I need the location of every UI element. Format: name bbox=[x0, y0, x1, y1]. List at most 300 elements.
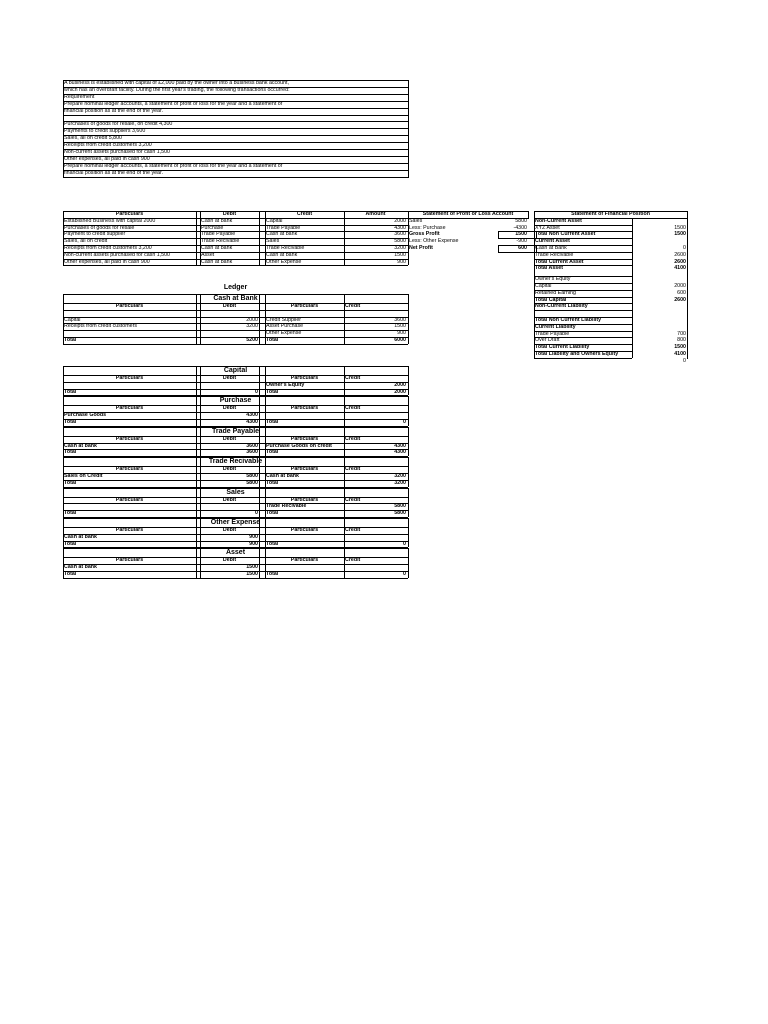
ledger-cell: 3600 bbox=[246, 442, 258, 449]
ledger-cell bbox=[344, 534, 407, 541]
ledger-header: Debit bbox=[222, 466, 237, 473]
ledger-cell: Total bbox=[266, 571, 279, 577]
journal-cell: Payment to credit supplier bbox=[64, 231, 126, 238]
grid-line bbox=[63, 149, 408, 150]
grid-line bbox=[200, 366, 201, 395]
sfp-label: Total Non Current Liability bbox=[535, 317, 602, 323]
grid-line bbox=[534, 290, 632, 291]
sfp-value bbox=[632, 324, 687, 331]
journal-cell: Non-current assets purchased for cash 1,500 bbox=[64, 251, 170, 258]
intro-line: Requirement bbox=[64, 93, 95, 100]
grid-line bbox=[63, 330, 408, 331]
grid-line bbox=[259, 518, 260, 547]
ledger-cell: Total bbox=[64, 510, 77, 517]
journal-cell: Other Expense bbox=[266, 258, 302, 265]
grid-line bbox=[200, 518, 201, 547]
ledger-cell: 1500 bbox=[394, 323, 406, 330]
sfp-label: Cash at Bank bbox=[535, 245, 567, 251]
pl-label: Less: Purchase bbox=[409, 224, 446, 231]
grid-line bbox=[200, 457, 201, 486]
grid-line bbox=[63, 449, 408, 450]
ledger-cell: 5200 bbox=[246, 337, 258, 343]
grid-line bbox=[265, 366, 266, 395]
intro-line: Non-current assets purchased for cash 1,500 bbox=[64, 149, 170, 155]
grid-line bbox=[196, 366, 197, 395]
grid-line bbox=[344, 211, 345, 265]
intro-line: A business is established with capital of £2,000 paid by the owner into a business bank account, bbox=[64, 80, 289, 86]
grid-line bbox=[63, 225, 408, 226]
ledger-account-title: Trade Recivable bbox=[208, 458, 263, 466]
ledger-header: Debit bbox=[222, 435, 237, 442]
ledger-header: Debit bbox=[222, 527, 237, 533]
sfp-label: Non-Current Asset bbox=[535, 217, 582, 224]
intro-line: Prepare nominal ledger accounts, a statement of profit or loss for the year and a statement of bbox=[64, 100, 283, 107]
ledger-cell: Cash at bank bbox=[266, 473, 299, 479]
ledger-cell: 3200 bbox=[394, 479, 406, 486]
journal-cell: 5800 bbox=[394, 238, 406, 245]
ledger-cell: Total bbox=[64, 419, 77, 425]
grid-line bbox=[63, 265, 408, 266]
grid-line bbox=[534, 231, 632, 232]
journal-cell: Cash at bank bbox=[266, 231, 298, 238]
ledger-cell: 3600 bbox=[246, 449, 258, 456]
grid-line bbox=[259, 396, 260, 425]
journal-cell: Trade Payable bbox=[266, 224, 301, 231]
grid-line bbox=[63, 128, 408, 129]
journal-header: Amount bbox=[365, 211, 386, 217]
grid-line bbox=[196, 457, 197, 486]
grid-line bbox=[408, 427, 409, 456]
sfp-value: 1500 bbox=[674, 224, 686, 231]
grid-line bbox=[63, 238, 408, 239]
journal-cell: Cash at bank bbox=[201, 217, 233, 224]
ledger-cell: Capital bbox=[64, 316, 81, 323]
ledger-cell: Total bbox=[266, 337, 279, 343]
journal-cell: Trade Recivable bbox=[201, 238, 240, 245]
grid-line bbox=[344, 457, 345, 486]
pl-label: Sales bbox=[409, 217, 423, 224]
grid-line bbox=[63, 218, 408, 219]
grid-line bbox=[63, 294, 64, 344]
pl-value: -4300 bbox=[513, 224, 527, 231]
grid-line bbox=[63, 518, 408, 519]
grid-line bbox=[408, 218, 528, 219]
grid-line bbox=[259, 366, 260, 395]
grid-line bbox=[196, 211, 197, 265]
grid-line bbox=[528, 211, 529, 219]
grid-line bbox=[63, 344, 408, 345]
grid-line bbox=[265, 457, 266, 486]
ledger-cell: 4300 bbox=[394, 442, 406, 449]
ledger-header: Credit bbox=[345, 557, 361, 564]
grid-line bbox=[196, 396, 197, 425]
sfp-value bbox=[632, 303, 687, 310]
journal-cell: Capital bbox=[266, 217, 283, 224]
ledger-cell: Total bbox=[266, 388, 279, 395]
sfp-label: XYZ Asset bbox=[535, 224, 560, 231]
ledger-header: Particulars bbox=[290, 496, 319, 503]
ledger-cell bbox=[265, 534, 344, 541]
grid-line bbox=[534, 218, 535, 358]
ledger-account-title: Capital bbox=[223, 367, 248, 374]
grid-line bbox=[63, 163, 408, 164]
ledger-account-title: Trade Payable bbox=[211, 427, 260, 435]
grid-line bbox=[63, 231, 408, 232]
grid-line bbox=[534, 303, 632, 304]
grid-line bbox=[265, 548, 266, 577]
sfp-label: Total Current Asset bbox=[535, 258, 584, 265]
grid-line bbox=[534, 317, 632, 318]
pl-value: 600 bbox=[518, 245, 527, 251]
ledger-cell bbox=[265, 412, 344, 419]
ledger-cell: 900 bbox=[397, 330, 406, 337]
ledger-cell: Trade Recivable bbox=[266, 503, 307, 510]
ledger-header: Credit bbox=[345, 466, 361, 473]
ledger-account-title: Sales bbox=[226, 488, 245, 496]
intro-line: Payments to credit suppliers 3,600 bbox=[64, 128, 146, 135]
grid-line bbox=[63, 419, 408, 420]
grid-line bbox=[534, 344, 632, 345]
journal-cell: Trade Recivable bbox=[266, 245, 305, 251]
ledger-cell: Total bbox=[266, 479, 279, 486]
grid-line bbox=[200, 488, 201, 517]
grid-line bbox=[534, 310, 632, 311]
grid-line bbox=[200, 211, 201, 265]
ledger-cell: Total bbox=[64, 571, 77, 577]
ledger-header: Particulars bbox=[290, 466, 319, 473]
ledger-cell: Owner's Equity bbox=[266, 381, 305, 388]
grid-line bbox=[63, 87, 408, 88]
grid-line bbox=[63, 564, 408, 565]
ledger-cell: 4300 bbox=[246, 419, 258, 425]
grid-line bbox=[265, 427, 266, 456]
sfp-value: 0 bbox=[683, 245, 686, 251]
ledger-cell bbox=[344, 412, 407, 419]
grid-line bbox=[265, 211, 266, 265]
journal-header: Credit bbox=[296, 211, 313, 217]
ledger-cell bbox=[200, 382, 259, 389]
pl-title: Statement of Profit or Loss Account bbox=[422, 211, 514, 217]
grid-line bbox=[63, 412, 408, 413]
grid-line bbox=[63, 457, 64, 486]
sfp-value bbox=[632, 276, 687, 283]
grid-line bbox=[408, 518, 409, 547]
grid-line bbox=[63, 366, 408, 367]
grid-line bbox=[344, 396, 345, 425]
grid-line bbox=[63, 548, 64, 577]
grid-line bbox=[534, 252, 632, 253]
grid-line bbox=[498, 231, 536, 232]
intro-line bbox=[63, 115, 408, 122]
sfp-value: 2600 bbox=[674, 258, 686, 265]
grid-line bbox=[63, 436, 408, 437]
grid-line bbox=[344, 427, 345, 456]
grid-line bbox=[63, 94, 408, 95]
grid-line bbox=[408, 457, 409, 486]
grid-line bbox=[63, 317, 408, 318]
ledger-cell: 2000 bbox=[394, 381, 406, 388]
ledger-cell: 900 bbox=[249, 540, 258, 547]
ledger-header: Debit bbox=[222, 375, 237, 381]
grid-line bbox=[63, 245, 408, 246]
journal-cell: Cash at bank bbox=[201, 258, 233, 265]
ledger-header: Debit bbox=[222, 557, 237, 564]
grid-line bbox=[63, 142, 408, 143]
grid-line bbox=[63, 211, 64, 265]
grid-line bbox=[534, 331, 632, 332]
pl-value: 1500 bbox=[515, 231, 527, 238]
grid-line bbox=[63, 427, 408, 428]
ledger-cell bbox=[200, 310, 259, 317]
grid-line bbox=[63, 396, 408, 397]
sfp-label: Owner's Equity bbox=[535, 276, 571, 283]
sfp-title: Statement of Financial Position bbox=[571, 211, 650, 217]
grid-line bbox=[196, 294, 197, 344]
grid-line bbox=[498, 238, 536, 239]
pl-label: Net Profit bbox=[409, 245, 433, 251]
ledger-header: Particulars bbox=[115, 303, 144, 309]
ledger-cell bbox=[265, 564, 344, 571]
grid-line bbox=[408, 488, 409, 517]
grid-line bbox=[534, 218, 687, 219]
sfp-value: 700 bbox=[677, 330, 686, 337]
ledger-cell bbox=[344, 310, 407, 317]
journal-cell: 1500 bbox=[394, 251, 406, 258]
grid-line bbox=[632, 218, 633, 358]
grid-line bbox=[534, 324, 632, 325]
grid-line bbox=[63, 80, 64, 177]
ledger-cell bbox=[200, 503, 259, 510]
grid-line bbox=[63, 405, 408, 406]
ledger-header: Credit bbox=[345, 435, 361, 442]
journal-cell: Purchases of goods for resale bbox=[64, 224, 135, 231]
grid-line bbox=[344, 366, 345, 395]
ledger-cell: Total bbox=[64, 449, 77, 456]
ledger-header: Credit bbox=[345, 375, 361, 381]
grid-line bbox=[63, 310, 408, 311]
grid-line bbox=[196, 518, 197, 547]
ledger-header: Particulars bbox=[115, 557, 144, 564]
grid-line bbox=[63, 503, 408, 504]
grid-line bbox=[63, 337, 408, 338]
grid-line bbox=[196, 548, 197, 577]
grid-line bbox=[534, 211, 687, 212]
grid-line bbox=[259, 427, 260, 456]
sfp-label bbox=[534, 310, 632, 317]
sfp-label: Total Capital bbox=[535, 296, 567, 303]
ledger-cell: 6000 bbox=[394, 337, 406, 343]
intro-line: which has an overdraft facility. During the first year's trading, the following transactions occurred: bbox=[64, 86, 290, 93]
grid-line bbox=[498, 245, 499, 252]
ledger-cell: Other Expense bbox=[266, 330, 302, 337]
grid-line bbox=[63, 443, 408, 444]
journal-cell: Trade Payable bbox=[201, 231, 236, 238]
ledger-account-title: Asset bbox=[225, 549, 246, 557]
ledger-header: Debit bbox=[222, 405, 237, 412]
grid-line bbox=[63, 396, 64, 425]
grid-line bbox=[63, 548, 408, 549]
grid-line bbox=[63, 366, 64, 395]
sfp-label: Over Draft bbox=[535, 337, 560, 344]
grid-line bbox=[63, 557, 408, 558]
sfp-label: Retained Earning bbox=[535, 289, 576, 296]
grid-line bbox=[63, 518, 64, 547]
ledger-cell: Total bbox=[266, 419, 279, 425]
ledger-cell: 5800 bbox=[246, 473, 258, 479]
grid-line bbox=[534, 358, 632, 359]
sfp-label: Total Non Current Asset bbox=[535, 231, 596, 238]
sfp-label: Total Liability and Owners Equity bbox=[535, 351, 619, 357]
ledger-header: Particulars bbox=[290, 435, 319, 442]
grid-line bbox=[63, 121, 408, 122]
grid-line bbox=[408, 294, 409, 344]
grid-line bbox=[534, 337, 632, 338]
ledger-cell: Total bbox=[266, 540, 279, 547]
grid-line bbox=[63, 294, 408, 295]
grid-line bbox=[498, 245, 536, 246]
journal-cell: 900 bbox=[397, 258, 406, 265]
journal-cell: Sales, all on credit bbox=[64, 238, 108, 245]
intro-line: Other expenses, all paid in cash 900 bbox=[64, 155, 150, 162]
ledger-header: Credit bbox=[345, 527, 361, 533]
grid-line bbox=[344, 548, 345, 577]
ledger-cell: 4300 bbox=[246, 412, 258, 419]
grid-line bbox=[408, 396, 409, 425]
grid-line bbox=[200, 548, 201, 577]
grid-line bbox=[534, 351, 632, 352]
ledger-cell: 1500 bbox=[246, 564, 258, 571]
intro-line: Sales, all on credit 5,800 bbox=[64, 135, 123, 142]
ledger-cell: 5800 bbox=[246, 479, 258, 486]
ledger-account-title: Purchase bbox=[219, 397, 252, 405]
grid-line bbox=[63, 259, 408, 260]
ledger-cell: 1500 bbox=[246, 571, 258, 577]
ledger-header: Debit bbox=[222, 496, 237, 503]
journal-cell: Receipts from credit customers 3,200 bbox=[64, 245, 152, 251]
grid-line bbox=[200, 427, 201, 456]
ledger-cell: 0 bbox=[403, 540, 406, 547]
balance-check: 0 bbox=[683, 357, 686, 364]
ledger-cell: Purchase Goods on credit bbox=[266, 442, 332, 449]
intro-line: financial position as at the end of the year. bbox=[64, 169, 163, 176]
journal-cell: Other expenses, all paid in cash 900 bbox=[64, 258, 150, 265]
ledger-cell: 5800 bbox=[394, 510, 406, 517]
journal-cell: Cash at bank bbox=[266, 251, 298, 258]
grid-line bbox=[534, 225, 632, 226]
sfp-label: Non-Current Liability bbox=[535, 303, 588, 310]
grid-line bbox=[534, 245, 632, 246]
ledger-header: Particulars bbox=[115, 375, 144, 381]
grid-line bbox=[63, 510, 408, 511]
pl-label: Less: Other Expense bbox=[409, 238, 459, 245]
pl-value: 5800 bbox=[515, 217, 527, 224]
journal-cell: 2000 bbox=[394, 217, 406, 224]
journal-cell: 3200 bbox=[394, 245, 406, 251]
ledger-cell: 0 bbox=[255, 510, 258, 517]
sfp-value bbox=[632, 238, 687, 245]
grid-line bbox=[63, 497, 408, 498]
grid-line bbox=[63, 534, 408, 535]
ledger-cell: Sales on Credit bbox=[64, 473, 103, 479]
grid-line bbox=[265, 294, 266, 344]
grid-line bbox=[408, 80, 409, 178]
grid-line bbox=[344, 518, 345, 547]
ledger-cell: 5800 bbox=[394, 503, 406, 510]
ledger-header: Particulars bbox=[115, 435, 144, 442]
grid-line bbox=[63, 382, 408, 383]
ledger-header: Particulars bbox=[290, 527, 319, 533]
intro-line: financial position as at the end of the year. bbox=[64, 107, 163, 114]
grid-line bbox=[196, 488, 197, 517]
grid-line bbox=[63, 108, 408, 109]
grid-line bbox=[534, 283, 632, 284]
grid-line bbox=[344, 294, 345, 344]
grid-line bbox=[63, 303, 408, 304]
grid-line bbox=[63, 80, 408, 81]
ledger-cell: 0 bbox=[403, 571, 406, 577]
ledger-cell: 3200 bbox=[246, 323, 258, 330]
grid-line bbox=[259, 457, 260, 486]
sfp-value bbox=[632, 317, 687, 324]
sfp-label: Capital bbox=[535, 283, 552, 289]
ledger-cell: Total bbox=[64, 337, 77, 343]
grid-line bbox=[63, 156, 408, 157]
journal-cell: 4300 bbox=[394, 224, 406, 231]
grid-line bbox=[534, 238, 632, 239]
journal-cell: Asset bbox=[201, 251, 215, 258]
grid-line bbox=[63, 135, 408, 136]
grid-line bbox=[63, 177, 408, 178]
ledger-cell: 900 bbox=[249, 533, 258, 540]
journal-header: Debit bbox=[222, 211, 237, 217]
sfp-label: Total Current Liability bbox=[535, 344, 590, 351]
ledger-header: Credit bbox=[345, 303, 361, 309]
grid-line bbox=[534, 259, 632, 260]
ledger-cell: Total bbox=[266, 449, 279, 456]
grid-line bbox=[408, 366, 409, 395]
ledger-header: Particulars bbox=[115, 527, 144, 533]
ledger-cell: Purchase Goods bbox=[64, 412, 107, 419]
ledger-cell: Total bbox=[64, 540, 77, 547]
grid-line bbox=[63, 578, 408, 579]
grid-line bbox=[63, 527, 408, 528]
grid-line bbox=[344, 488, 345, 517]
ledger-cell: 2000 bbox=[394, 388, 406, 395]
pl-value: -900 bbox=[516, 238, 527, 245]
grid-line bbox=[265, 488, 266, 517]
ledger-cell: Total bbox=[64, 388, 77, 395]
grid-line bbox=[63, 115, 408, 116]
ledger-account-title: Other Expense bbox=[210, 519, 261, 526]
ledger-header: Particulars bbox=[290, 303, 319, 309]
sfp-label: Trade Payable bbox=[535, 330, 570, 337]
intro-line: Prepare nominal ledger accounts, a statement of profit or loss for the year and a statement of bbox=[64, 162, 283, 169]
ledger-header: Particulars bbox=[115, 466, 144, 473]
ledger-cell: Total bbox=[266, 510, 279, 517]
sfp-label: Current Liability bbox=[535, 323, 576, 330]
sfp-value: 2000 bbox=[674, 283, 686, 289]
grid-line bbox=[63, 488, 408, 489]
sfp-label: Total Asset bbox=[535, 265, 563, 272]
ledger-cell bbox=[265, 310, 344, 317]
sfp-value: 1500 bbox=[674, 344, 686, 351]
sfp-label: Trade Recivable bbox=[535, 251, 574, 258]
grid-line bbox=[265, 396, 266, 425]
ledger-header: Debit bbox=[222, 303, 237, 309]
grid-line bbox=[200, 396, 201, 425]
ledger-header: Particulars bbox=[290, 375, 319, 381]
ledger-cell bbox=[63, 330, 196, 337]
